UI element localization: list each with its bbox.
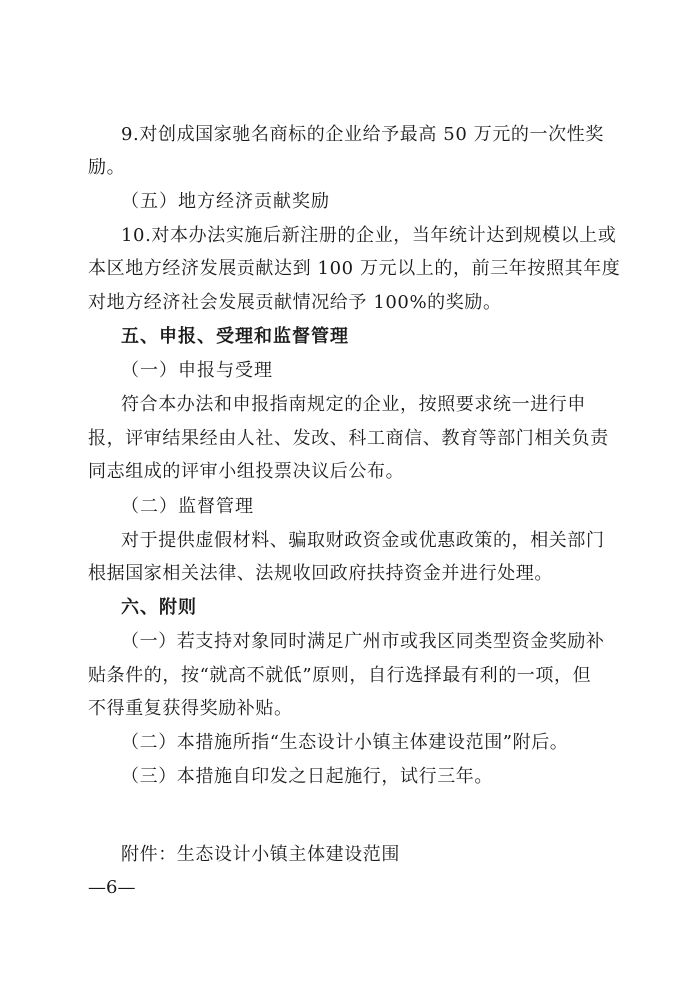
section-heading-application: （一）申报与受理 <box>121 360 273 381</box>
paragraph-10-line-3: 对地方经济社会发展贡献情况给予 100%的奖励。 <box>88 292 502 313</box>
section-heading-supervision: （二）监督管理 <box>121 496 254 517</box>
paragraph-supplement-1-line-3: 不得重复获得奖励补贴。 <box>88 698 293 719</box>
paragraph-supervision-line-1: 对于提供虚假材料、骗取财政资金或优惠政策的，相关部门 <box>121 530 605 551</box>
paragraph-supervision-line-2: 根据国家相关法律、法规收回政府扶持资金并进行处理。 <box>88 563 553 584</box>
paragraph-application-line-3: 同志组成的评审小组投票决议后公布。 <box>88 461 405 482</box>
paragraph-supplement-1-line-1: （一）若支持对象同时满足广州市或我区同类型资金奖励补 <box>121 631 605 652</box>
attachment-note: 附件：生态设计小镇主体建设范围 <box>121 844 400 865</box>
paragraph-10-line-1: 10.对本办法实施后新注册的企业，当年统计达到规模以上或 <box>121 225 617 246</box>
paragraph-supplement-3: （三）本措施自印发之日起施行，试行三年。 <box>121 766 493 787</box>
paragraph-application-line-1: 符合本办法和申报指南规定的企业，按照要求统一进行申 <box>121 394 586 415</box>
paragraph-supplement-1-line-2: 贴条件的，按“就高不就低”原则，自行选择最有利的一项，但 <box>88 665 592 686</box>
paragraph-10-line-2: 本区地方经济发展贡献达到 100 万元以上的，前三年按照其年度 <box>88 258 621 279</box>
paragraph-9-line-2: 励。 <box>88 157 126 178</box>
chapter-heading-6: 六、附则 <box>121 597 197 618</box>
paragraph-supplement-2: （二）本措施所指“生态设计小镇主体建设范围”附后。 <box>121 732 569 753</box>
section-heading-local-economy: （五）地方经济贡献奖励 <box>121 191 330 212</box>
paragraph-9-line-1: 9.对创成国家驰名商标的企业给予最高 50 万元的一次性奖 <box>121 124 604 145</box>
page-number: —6— <box>88 877 136 898</box>
chapter-heading-5: 五、申报、受理和监督管理 <box>121 326 349 347</box>
paragraph-application-line-2: 报，评审结果经由人社、发改、科工商信、教育等部门相关负责 <box>88 428 609 449</box>
